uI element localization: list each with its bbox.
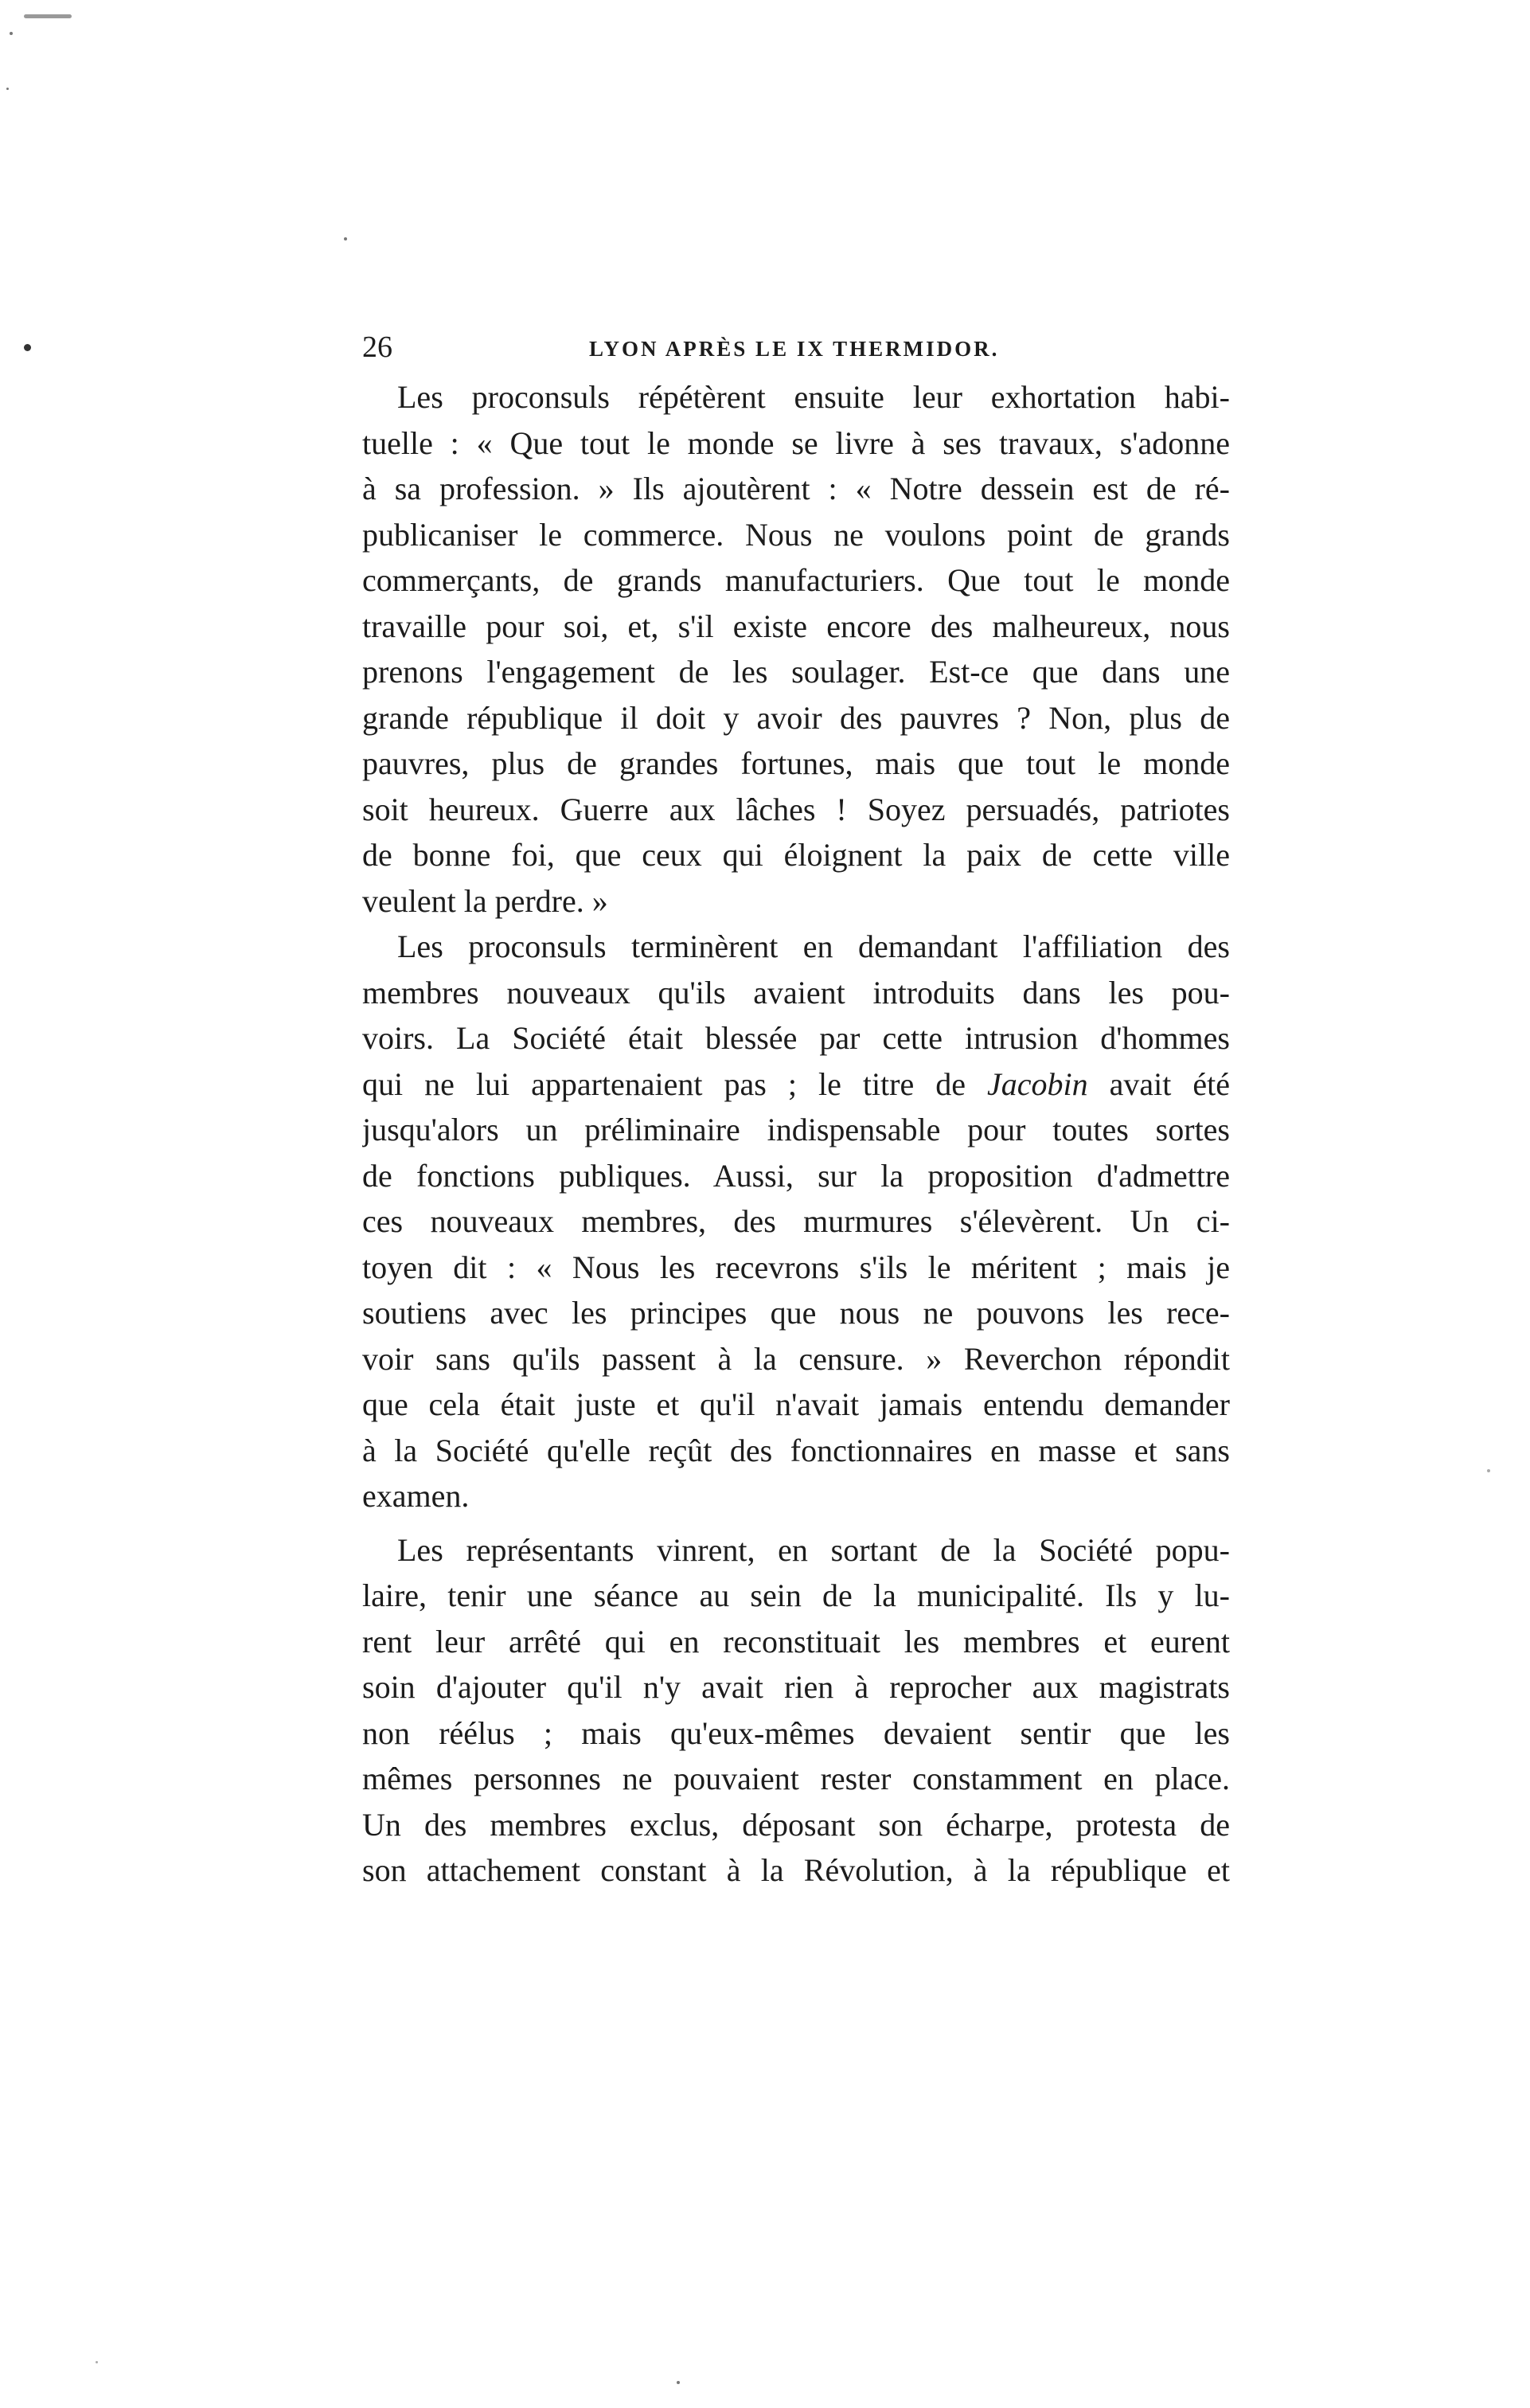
- text-line: commerçants, de grands manufacturiers. Que tout le monde: [362, 562, 1230, 598]
- text-line: laire, tenir une séance au sein de la municipalité. Ils y lu-: [362, 1577, 1230, 1613]
- text-line: Un des membres exclus, déposant son écharpe, protesta de: [362, 1806, 1230, 1843]
- text-line: voirs. La Société était blessée par cette intrusion d'hommes: [362, 1020, 1230, 1056]
- text-line: toyen dit : « Nous les recevrons s'ils le méritent ; mais je: [362, 1249, 1230, 1285]
- text-line: qui ne lui appartenaient pas ; le titre de Jacobin avait été: [362, 1065, 1230, 1102]
- text-line: soin d'ajouter qu'il n'y avait rien à reprocher aux magistrats: [362, 1669, 1230, 1705]
- speck: [24, 344, 31, 351]
- text-line: son attachement constant à la Révolution, à la république et: [362, 1852, 1230, 1888]
- speck: [344, 237, 347, 240]
- text-line: à sa profession. » Ils ajoutèrent : « Notre dessein est de ré-: [362, 471, 1230, 506]
- text-line: veulent la perdre. »: [362, 882, 608, 919]
- text-line: que cela était juste et qu'il n'avait jamais entendu demander: [362, 1386, 1230, 1422]
- text-line: ces nouveaux membres, des murmures s'élevèrent. Un ci-: [362, 1203, 1230, 1239]
- speck: [677, 2381, 680, 2384]
- text-line: à la Société qu'elle reçût des fonctionnaires en masse et sans: [362, 1432, 1230, 1468]
- speck: [10, 32, 13, 35]
- text-line: membres nouveaux qu'ils avaient introduits dans les pou-: [362, 974, 1230, 1010]
- text-line: grande république il doit y avoir des pauvres ? Non, plus de: [362, 699, 1230, 736]
- speck: [1487, 1469, 1490, 1472]
- text-line: soutiens avec les principes que nous ne pouvons les rece-: [362, 1295, 1230, 1331]
- speck: [6, 88, 9, 90]
- text-line: soit heureux. Guerre aux lâches ! Soyez persuadés, patriotes: [362, 791, 1230, 827]
- text-line: voir sans qu'ils passent à la censure. » Reverchon répondit: [362, 1340, 1230, 1377]
- text-line: examen.: [362, 1478, 470, 1514]
- paragraph-2: [362, 924, 1230, 1519]
- text-line: de fonctions publiques. Aussi, sur la proposition d'admettre: [362, 1157, 1230, 1194]
- text-line: mêmes personnes ne pouvaient rester constamment en place.: [362, 1761, 1230, 1796]
- text-line: Les proconsuls terminèrent en demandant l'affiliation des: [397, 928, 1230, 964]
- text-line: publicaniser le commerce. Nous ne voulons point de grands: [362, 516, 1230, 553]
- paragraph-gap: [362, 1519, 1230, 1527]
- text-line: prenons l'engagement de les soulager. Est-ce que dans une: [362, 654, 1230, 690]
- body-text: [362, 374, 1230, 1894]
- speck: [96, 2361, 98, 2363]
- text-line: pauvres, plus de grandes fortunes, mais que tout le monde: [362, 745, 1230, 781]
- italic-word: Jacobin: [987, 1065, 1088, 1102]
- text-line: jusqu'alors un préliminaire indispensable pour toutes sortes: [362, 1112, 1230, 1147]
- paragraph-1: [362, 374, 1230, 924]
- running-head: [362, 325, 1230, 369]
- text-line: rent leur arrêté qui en reconstituait les membres et eurent: [362, 1623, 1230, 1659]
- page-number: 26: [362, 330, 392, 364]
- text-line: travaille pour soi, et, s'il existe encore des malheureux, nous: [362, 608, 1230, 644]
- running-title: LYON APRÈS LE IX THERMIDOR.: [589, 337, 1000, 361]
- text-line: Les proconsuls répétèrent ensuite leur exhortation habi-: [397, 379, 1230, 415]
- paragraph-3: [362, 1527, 1230, 1894]
- text-line: tuelle : « Que tout le monde se livre à ses travaux, s'adonne: [362, 424, 1230, 461]
- text-line: non réélus ; mais qu'eux-mêmes devaient sentir que les: [362, 1714, 1230, 1751]
- text-line: Les représentants vinrent, en sortant de la Société popu-: [397, 1531, 1230, 1568]
- speck: [24, 14, 72, 18]
- text-line: de bonne foi, que ceux qui éloignent la paix de cette ville: [362, 837, 1230, 873]
